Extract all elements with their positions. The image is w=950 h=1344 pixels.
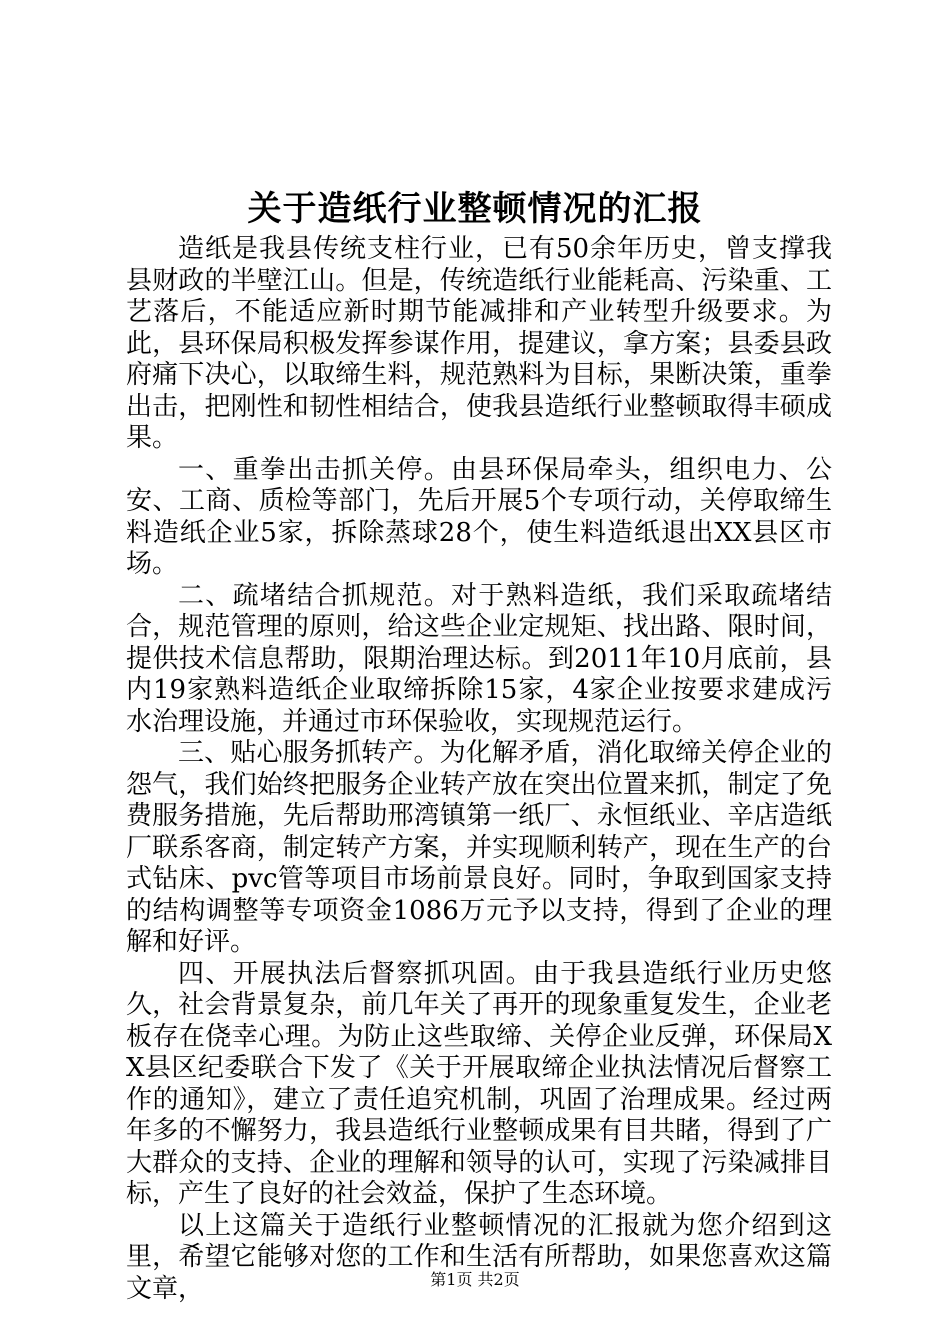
page-footer: 第1页 共2页: [430, 1270, 520, 1289]
paragraph-intro: 造纸是我县传统支柱行业，已有50余年历史，曾支撑我县财政的半壁江山。但是，传统造纸行业能耗高、污染重、工艺落后，不能适应新时期节能减排和产业转型升级要求。为此，县环保局积极发挥参谋作用，提建议，拿方案；县委县政府痛下决心，以取缔生料，规范熟料为目标，果断决策，重拳出击，把刚性和韧性相结合，使我县造纸行业整顿取得丰硕成果。: [126, 234, 832, 453]
paragraph-section-2: 二、疏堵结合抓规范。对于熟料造纸，我们采取疏堵结合，规范管理的原则，给这些企业定规矩、找出路、限时间，提供技术信息帮助，限期治理达标。到2011年10月底前，县内19家熟料造纸企业取缔拆除15家，4家企业按要求建成污水治理设施，并通过市环保验收，实现规范运行。: [126, 580, 832, 737]
paragraph-section-4: 四、开展执法后督察抓巩固。由于我县造纸行业历史悠久，社会背景复杂，前几年关了再开的现象重复发生，企业老板存在侥幸心理。为防止这些取缔、关停企业反弹，环保局XX县区纪委联合下发了《关于开展取缔企业执法情况后督察工作的通知》，建立了责任追究机制，巩固了治理成果。经过两年多的不懈努力，我县造纸行业整顿成果有目共睹，得到了广大群众的支持、企业的理解和领导的认可，实现了污染减排目标，产生了良好的社会效益，保护了生态环境。: [126, 958, 832, 1209]
paragraph-closing: 以上这篇关于造纸行业整顿情况的汇报就为您介绍到这里，希望它能够对您的工作和生活有所帮助，如果您喜欢这篇文章，: [126, 1210, 832, 1304]
document-title: 关于造纸行业整顿情况的汇报: [247, 189, 703, 229]
document-body: [126, 234, 832, 1305]
paragraph-section-3: 三、贴心服务抓转产。为化解矛盾，消化取缔关停企业的怨气，我们始终把服务企业转产放在突出位置来抓，制定了免费服务措施，先后帮助邢湾镇第一纸厂、永恒纸业、辛店造纸厂联系客商，制定转产方案，并实现顺利转产，现在生产的台式钻床、pvc管等项目市场前景良好。同时，争取到国家支持的结构调整等专项资金1086万元予以支持，得到了企业的理解和好评。: [126, 738, 832, 957]
paragraph-section-1: 一、重拳出击抓关停。由县环保局牵头，组织电力、公安、工商、质检等部门，先后开展5个专项行动，关停取缔生料造纸企业5家，拆除蒸球28个，使生料造纸退出XX县区市场。: [126, 454, 832, 579]
